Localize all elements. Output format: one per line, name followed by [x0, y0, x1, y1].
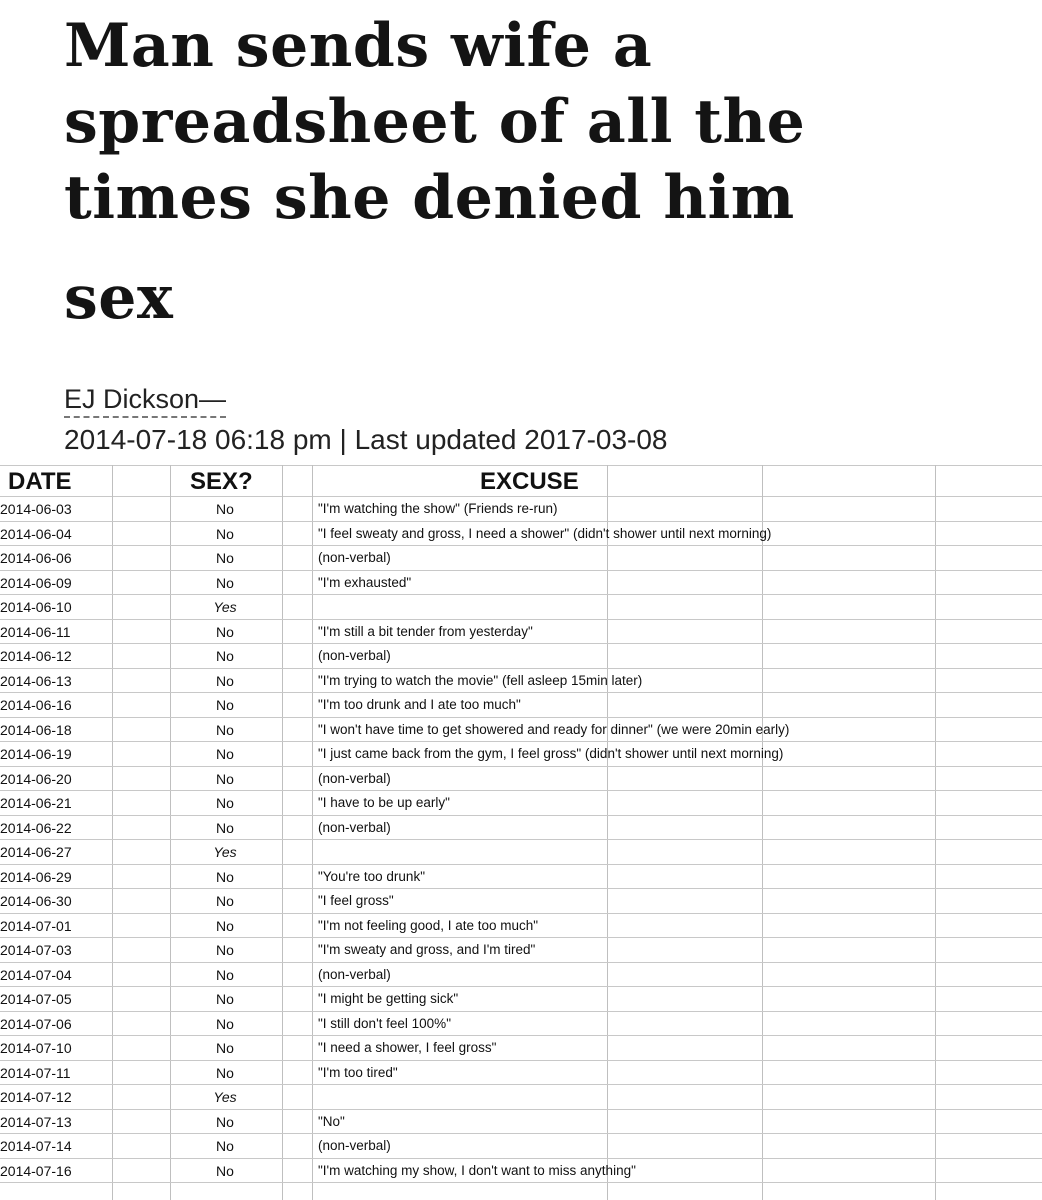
spreadsheet	[0, 465, 1042, 1200]
excuse-cell: "I still don't feel 100%"	[318, 1015, 451, 1031]
date-cell: 2014-06-18	[0, 721, 72, 738]
column-header-excuse: EXCUSE	[480, 468, 579, 495]
excuse-cell: "I'm trying to watch the movie" (fell asleep 15min later)	[318, 672, 643, 688]
sex-cell: No	[216, 623, 234, 640]
date-cell: 2014-07-01	[0, 917, 72, 934]
sex-cell: Yes	[213, 1089, 237, 1105]
date-cell: 2014-06-27	[0, 844, 72, 860]
table-row	[0, 914, 1042, 939]
date-cell: 2014-06-16	[0, 697, 72, 713]
sex-cell: No	[216, 770, 234, 787]
sex-cell: Yes	[213, 844, 237, 860]
table-row	[0, 497, 1042, 522]
sex-cell: No	[216, 672, 234, 689]
sex-cell: Yes	[213, 599, 237, 615]
excuse-cell: "No"	[318, 1113, 345, 1129]
table-row	[0, 1012, 1042, 1037]
table-row	[0, 889, 1042, 914]
sex-cell: No	[216, 819, 234, 836]
date-cell: 2014-07-05	[0, 991, 72, 1007]
excuse-cell: "I'm sweaty and gross, and I'm tired"	[318, 942, 536, 957]
date-cell: 2014-07-11	[0, 1064, 71, 1081]
date-cell: 2014-06-09	[0, 574, 72, 591]
date-cell: 2014-06-11	[0, 623, 71, 640]
excuse-cell: "I just came back from the gym, I feel gross" (didn't shower until next morning)	[318, 746, 784, 761]
sex-cell: No	[216, 1040, 234, 1056]
excuse-cell: "You're too drunk"	[318, 868, 425, 884]
excuse-cell: "I have to be up early"	[318, 795, 450, 810]
excuse-cell: "I'm not feeling good, I ate too much"	[318, 917, 539, 933]
sex-cell: No	[216, 574, 234, 591]
excuse-cell: "I'm still a bit tender from yesterday"	[318, 623, 533, 639]
date-cell: 2014-07-13	[0, 1113, 72, 1130]
date-cell: 2014-06-21	[0, 795, 72, 811]
headline-line: sex	[64, 263, 174, 333]
sex-cell: No	[216, 868, 234, 885]
sex-cell: No	[216, 893, 234, 909]
excuse-cell: (non-verbal)	[318, 770, 391, 786]
headline-line: times she denied him	[64, 163, 795, 233]
sex-cell: No	[216, 648, 234, 664]
table-row	[0, 1159, 1042, 1184]
sex-cell: No	[216, 525, 234, 542]
date-cell: 2014-07-04	[0, 966, 72, 983]
excuse-cell: (non-verbal)	[318, 1138, 391, 1153]
table-row	[0, 963, 1042, 988]
table-row	[0, 693, 1042, 718]
table-row	[0, 840, 1042, 865]
date-cell: 2014-07-06	[0, 1015, 72, 1032]
table-row	[0, 1036, 1042, 1061]
sex-cell: No	[216, 942, 234, 958]
table-row	[0, 1110, 1042, 1135]
sex-cell: No	[216, 966, 234, 983]
sex-cell: No	[216, 550, 234, 566]
excuse-cell: (non-verbal)	[318, 648, 391, 663]
headline-line: Man sends wife a	[64, 11, 653, 81]
date-cell: 2014-06-03	[0, 501, 72, 517]
table-row	[0, 595, 1042, 620]
excuse-cell: "I feel gross"	[318, 893, 394, 908]
table-row	[0, 571, 1042, 596]
sex-cell: No	[216, 501, 234, 517]
table-row	[0, 938, 1042, 963]
date-cell: 2014-07-14	[0, 1138, 72, 1154]
excuse-cell: "I won't have time to get showered and ready for dinner" (we were 20min early)	[318, 721, 790, 737]
sex-cell: No	[216, 991, 234, 1007]
article-headline	[64, 8, 964, 336]
excuse-cell: "I feel sweaty and gross, I need a shower" (didn't shower until next morning)	[318, 525, 772, 541]
sex-cell: No	[216, 1064, 234, 1081]
sex-cell: No	[216, 795, 234, 811]
table-row	[0, 620, 1042, 645]
date-cell: 2014-06-04	[0, 525, 72, 542]
author-link[interactable]: EJ Dickson—	[64, 384, 226, 418]
column-header-sex: SEX?	[190, 468, 253, 495]
date-cell: 2014-07-16	[0, 1162, 72, 1179]
date-cell: 2014-06-19	[0, 746, 72, 762]
spreadsheet-header-row	[0, 465, 1042, 497]
table-row	[0, 1134, 1042, 1159]
sex-cell: No	[216, 917, 234, 934]
date-cell: 2014-06-06	[0, 550, 72, 566]
sex-cell: No	[216, 1113, 234, 1130]
date-cell: 2014-07-10	[0, 1040, 72, 1056]
dateline: 2014-07-18 06:18 pm | Last updated 2017-03-08	[64, 424, 668, 455]
excuse-cell: "I need a shower, I feel gross"	[318, 1040, 497, 1055]
table-row	[0, 742, 1042, 767]
table-row	[0, 987, 1042, 1012]
headline-line: spreadsheet of all the	[64, 87, 806, 157]
table-row	[0, 1085, 1042, 1110]
date-cell: 2014-06-20	[0, 770, 72, 787]
excuse-cell: "I'm watching the show" (Friends re-run)	[318, 501, 558, 516]
sex-cell: No	[216, 1015, 234, 1032]
excuse-cell: (non-verbal)	[318, 819, 391, 835]
sex-cell: No	[216, 1138, 234, 1154]
excuse-cell: "I might be getting sick"	[318, 991, 459, 1006]
excuse-cell: "I'm exhausted"	[318, 574, 412, 590]
excuse-cell: (non-verbal)	[318, 966, 391, 982]
table-row	[0, 644, 1042, 669]
date-cell: 2014-07-12	[0, 1089, 72, 1105]
table-row	[0, 1061, 1042, 1086]
date-cell: 2014-06-12	[0, 648, 72, 664]
date-cell: 2014-06-13	[0, 672, 72, 689]
table-row	[0, 546, 1042, 571]
sex-cell: No	[216, 697, 234, 713]
date-cell: 2014-06-29	[0, 868, 72, 885]
table-row	[0, 522, 1042, 547]
excuse-cell: "I'm too tired"	[318, 1064, 398, 1080]
sex-cell: No	[216, 1162, 234, 1179]
table-row	[0, 669, 1042, 694]
sex-cell: No	[216, 721, 234, 738]
table-row	[0, 816, 1042, 841]
date-cell: 2014-06-10	[0, 599, 72, 615]
table-row	[0, 791, 1042, 816]
table-row	[0, 718, 1042, 743]
excuse-cell: (non-verbal)	[318, 550, 391, 565]
excuse-cell: "I'm watching my show, I don't want to miss anything"	[318, 1162, 636, 1178]
date-cell: 2014-06-22	[0, 819, 72, 836]
table-row	[0, 767, 1042, 792]
column-header-date: DATE	[8, 468, 72, 495]
date-cell: 2014-07-03	[0, 942, 72, 958]
sex-cell: No	[216, 746, 234, 762]
excuse-cell: "I'm too drunk and I ate too much"	[318, 697, 521, 712]
table-row	[0, 865, 1042, 890]
date-cell: 2014-06-30	[0, 893, 72, 909]
